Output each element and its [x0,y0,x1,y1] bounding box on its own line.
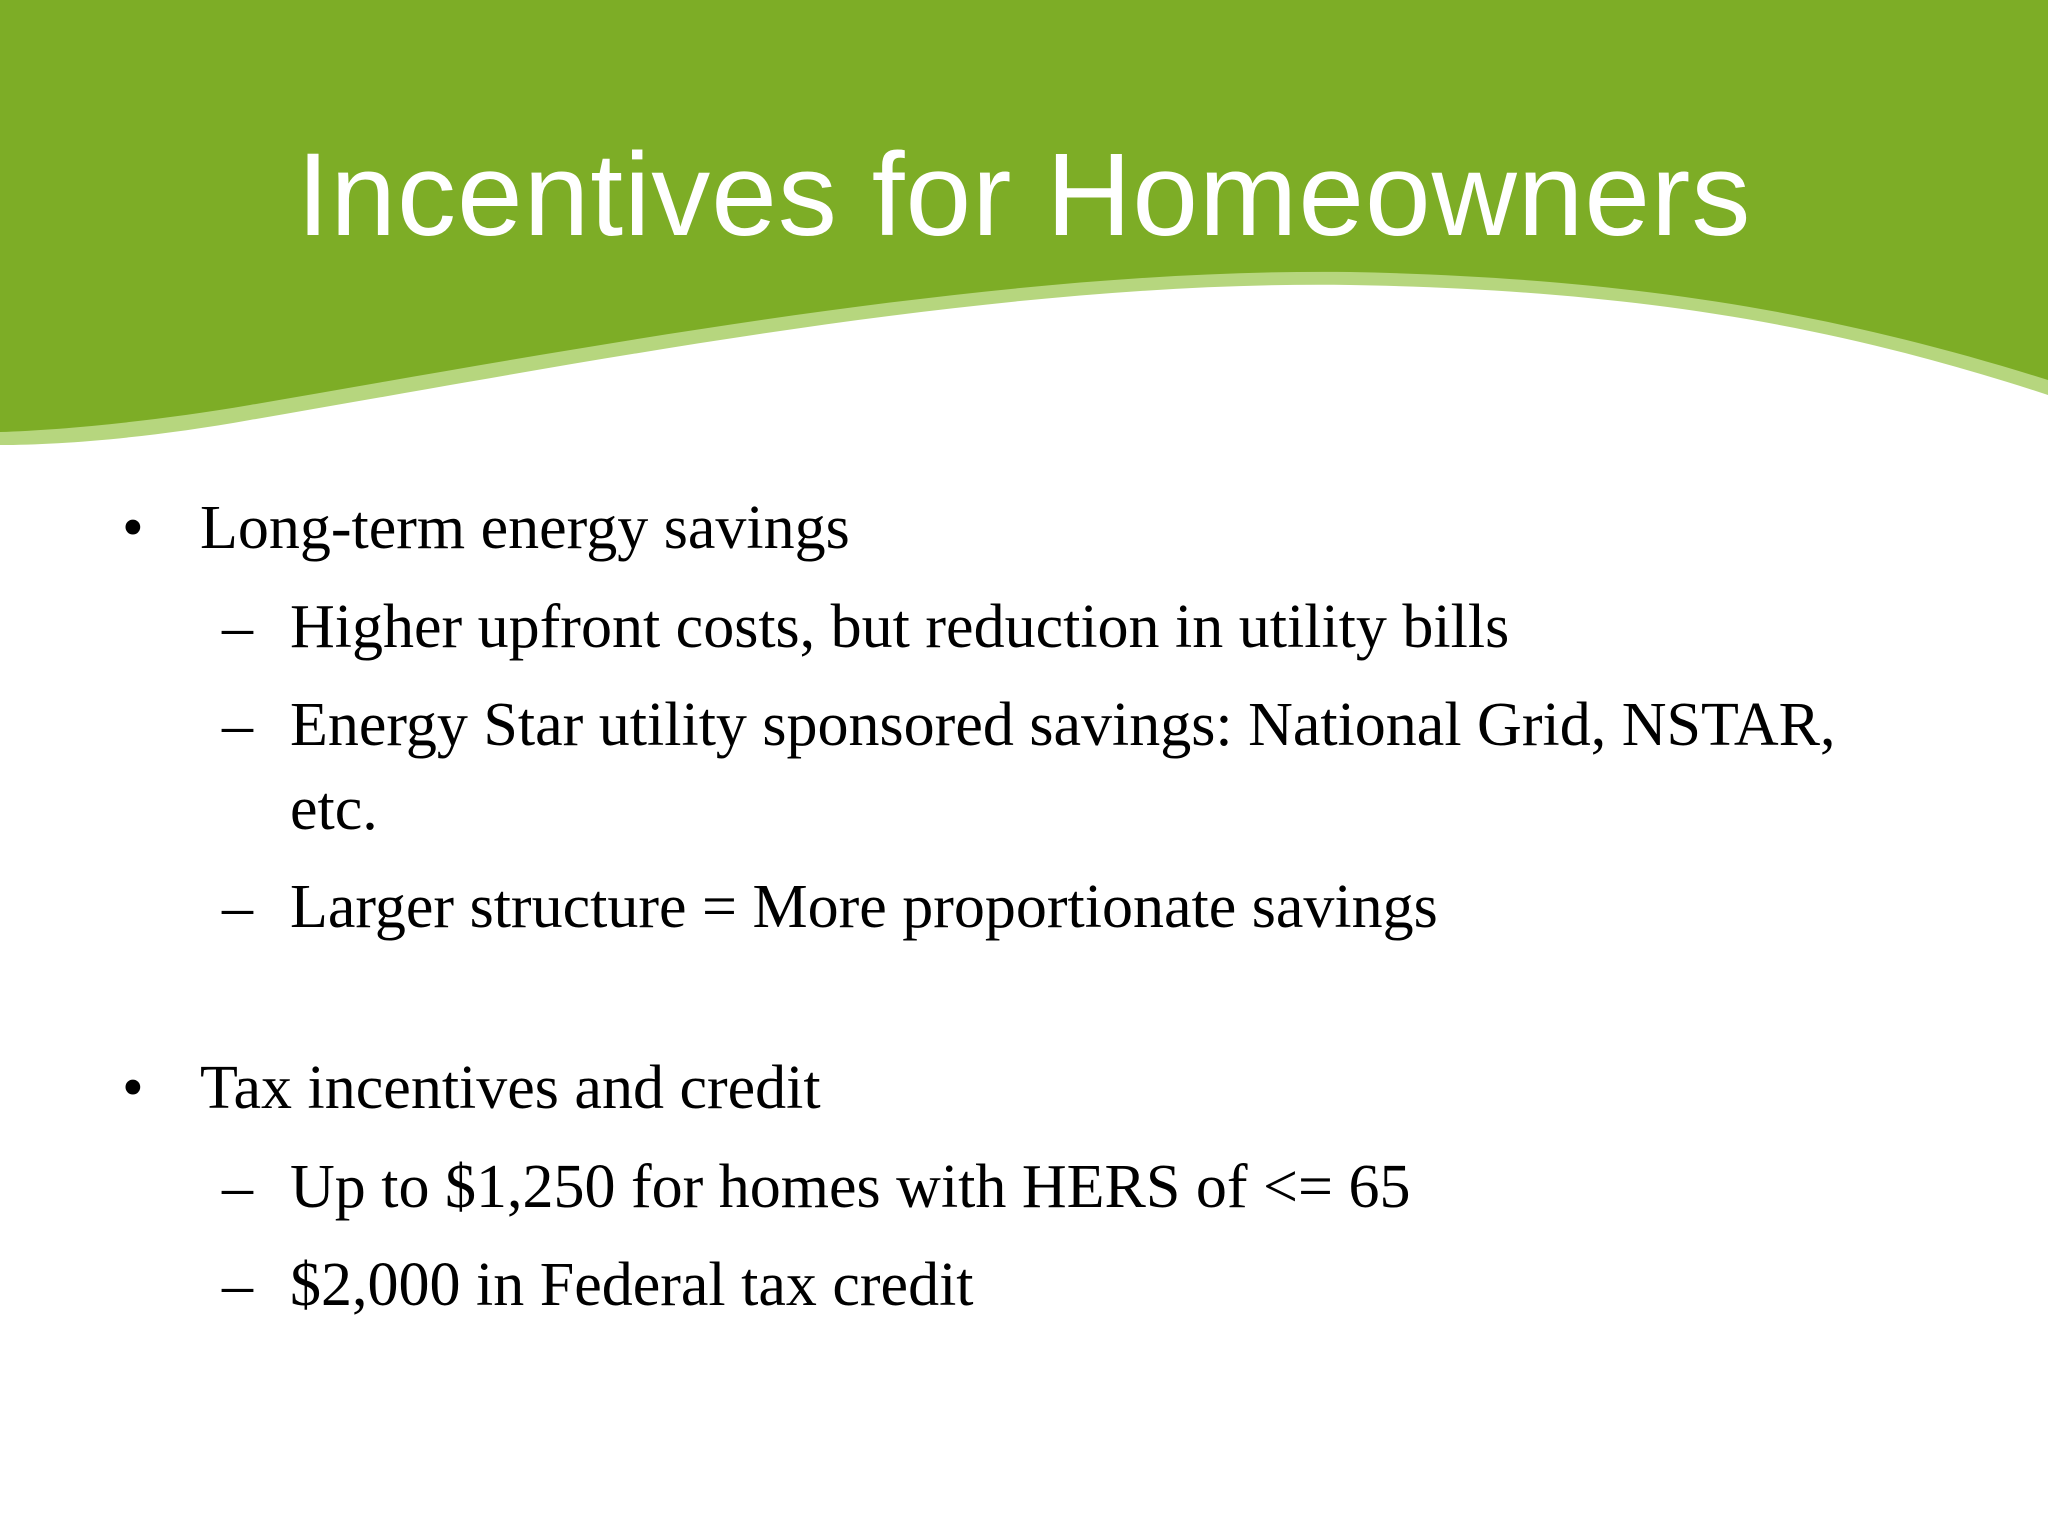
page-title: Incentives for Homeowners [296,129,1752,261]
sub-bullet-item [0,1243,2048,1327]
sub-bullet-item [0,585,2048,669]
dash-marker: – [222,873,253,941]
dash-marker: – [222,1251,253,1319]
dash-marker: – [222,593,253,661]
bullet-marker: • [122,1054,144,1122]
sub-bullet-text: Larger structure = More proportionate savings [290,873,1438,941]
bullet-item [0,1045,2048,1131]
slide-content [0,485,2048,1327]
sub-bullet-text: Higher upfront costs, but reduction in utility bills [290,593,1510,661]
sub-bullet-text: Energy Star utility sponsored savings: National Grid, NSTAR, etc. [290,691,1836,843]
sub-bullet-text: Up to $1,250 for homes with HERS of <= 65 [290,1153,1411,1221]
bullet-gap [0,949,2048,1045]
sub-bullet-text: $2,000 in Federal tax credit [290,1251,974,1319]
sub-bullet-item [0,865,2048,949]
bullet-text: Tax incentives and credit [200,1054,821,1122]
bullet-marker: • [122,494,144,562]
sub-bullet-item [0,1145,2048,1229]
dash-marker: – [222,691,253,759]
bullet-item [0,485,2048,571]
dash-marker: – [222,1153,253,1221]
sub-bullet-item [0,683,2048,851]
bullet-text: Long-term energy savings [200,494,850,562]
